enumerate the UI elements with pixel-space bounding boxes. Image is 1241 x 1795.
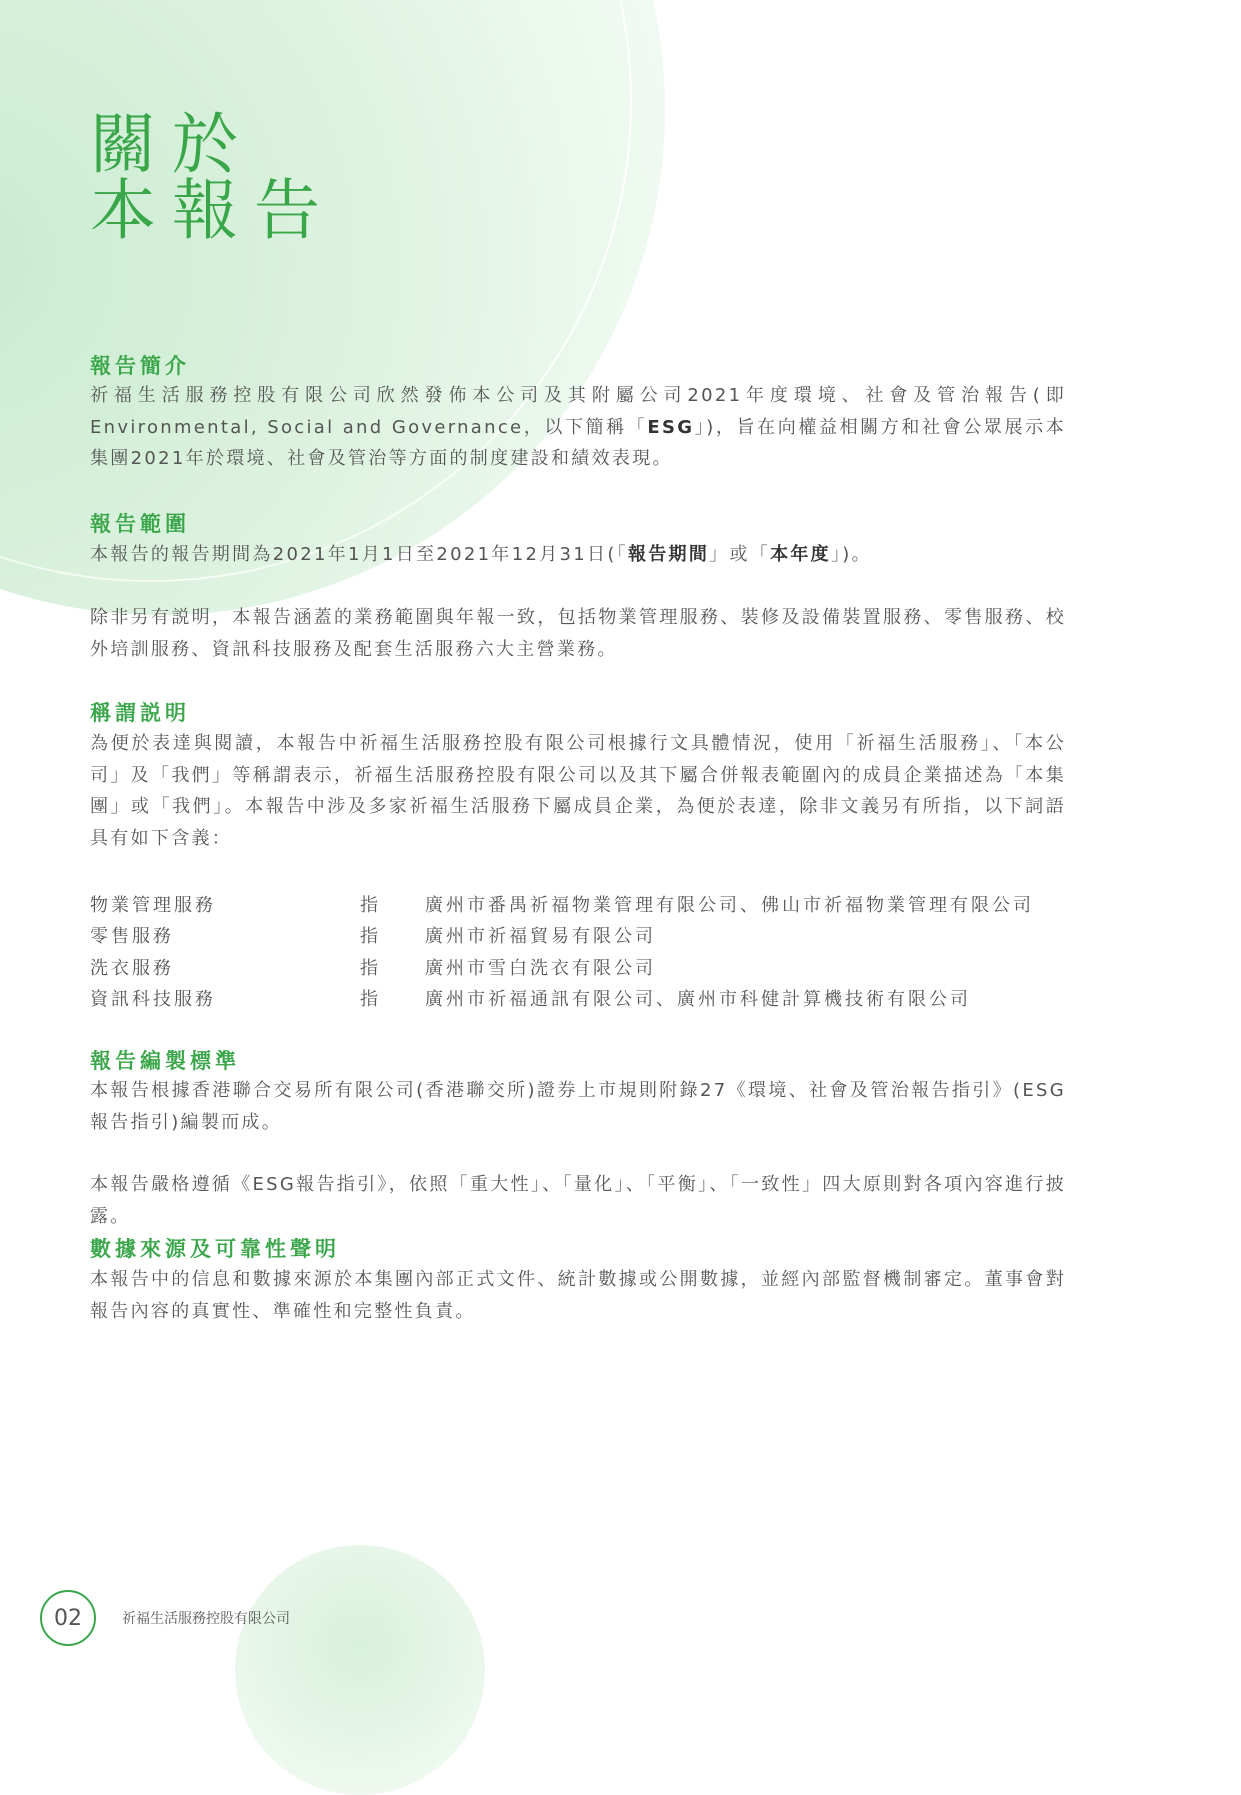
- definition-term: 資訊科技服務: [90, 989, 216, 1011]
- definition-meaning: 廣州市祈福貿易有限公司: [425, 926, 656, 948]
- section-title-terms: 稱謂説明: [90, 701, 190, 725]
- definition-term: 洗衣服務: [90, 957, 174, 979]
- scope-paragraph-period: 本報告的報告期間為2021年1月1日至2021年12月31日(「報告期間」或「本年度」)。: [90, 544, 872, 565]
- definition-meaning: 廣州市雪白洗衣有限公司: [425, 957, 656, 979]
- definition-refers: 指: [360, 989, 381, 1011]
- overview-paragraph: 祈福生活服務控股有限公司欣然發佈本公司及其附屬公司2021年度環境、社會及管治報告(即 Environmental, Social and Governance，以下簡稱「ESG」)，旨在向權益相關方和社會公眾展示本集團2021年於環境、社會及管治等方面的制度建設和績效表現。: [90, 385, 1066, 469]
- definition-row: [90, 951, 1034, 983]
- definition-row: [90, 920, 1034, 952]
- section-title-overview: 報告簡介: [90, 354, 190, 378]
- section-title-scope: 報告範圍: [90, 512, 190, 536]
- standards-paragraph-principles: 本報告嚴格遵循《ESG報告指引》，依照「重大性」、「量化」、「平衡」、「一致性」四大原則對各項內容進行披露。: [90, 1174, 1066, 1227]
- definition-row: [90, 983, 1034, 1015]
- terms-paragraph: 為便於表達與閱讀，本報告中祈福生活服務控股有限公司根據行文具體情況，使用「祈福生活服務」、「本公司」及「我們」等稱謂表示，祈福生活服務控股有限公司以及其下屬合併報表範圍內的成員企業描述為「本集團」或「我們」。本報告中涉及多家祈福生活服務下屬成員企業，為便於表達，除非文義另有所指，以下詞語具有如下含義：: [90, 733, 1066, 849]
- page-title-line-2: 本報告: [90, 172, 336, 249]
- section-title-standards: 報告編製標準: [90, 1049, 240, 1073]
- definition-meaning: 廣州市祈福通訊有限公司、廣州市科健計算機技術有限公司: [425, 989, 971, 1011]
- definition-refers: 指: [360, 926, 381, 948]
- page-title: [90, 106, 336, 249]
- footer-company-name: 祈福生活服務控股有限公司: [122, 1611, 290, 1627]
- page-title-line-1: 關於: [90, 106, 254, 183]
- definition-row: [90, 888, 1034, 920]
- definition-term: 零售服務: [90, 926, 174, 948]
- definition-refers: 指: [360, 894, 381, 916]
- scope-paragraph-business: 除非另有説明，本報告涵蓋的業務範圍與年報一致，包括物業管理服務、裝修及設備裝置服務、零售服務、校外培訓服務、資訊科技服務及配套生活服務六大主營業務。: [90, 607, 1066, 660]
- decorative-arc: [0, 0, 632, 582]
- decorative-circle-bottom: [235, 1545, 485, 1795]
- data-source-paragraph: 本報告中的信息和數據來源於本集團內部正式文件、統計數據或公開數據，並經內部監督機制審定。董事會對報告內容的真實性、準確性和完整性負責。: [90, 1269, 1066, 1322]
- definition-term: 物業管理服務: [90, 894, 216, 916]
- section-title-data-source: 數據來源及可靠性聲明: [90, 1237, 340, 1261]
- definition-refers: 指: [360, 957, 381, 979]
- standards-paragraph-basis: 本報告根據香港聯合交易所有限公司(香港聯交所)證券上市規則附錄27《環境、社會及管治報告指引》(ESG報告指引)編製而成。: [90, 1080, 1066, 1133]
- definitions-table: [90, 888, 1034, 1014]
- definition-meaning: 廣州市番禺祈福物業管理有限公司、佛山市祈福物業管理有限公司: [425, 894, 1034, 916]
- page-number: 02: [40, 1590, 96, 1646]
